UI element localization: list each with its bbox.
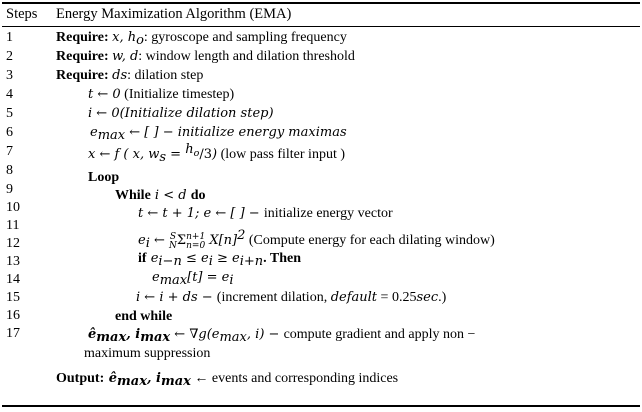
math-expr-bold: ê [104,371,118,386]
math-expr: x, h [112,30,137,45]
line-text: (increment dilation, [216,290,331,305]
algo-line-13 [152,270,234,288]
step-number: 16 [6,308,20,323]
math-expr: e [152,270,160,285]
line-text: ← events and corresponding indices [190,371,399,386]
math-expr: ) [212,147,218,162]
step-number: 10 [6,200,20,215]
step-number: 17 [6,326,20,341]
while-keyword: While [115,188,151,203]
math-expr-bold: , i [126,327,141,342]
step-number: 13 [6,254,20,269]
math-expr: w, d [112,49,139,64]
algo-line-8 [88,170,119,186]
math-expr-bold: , i [146,371,161,386]
algo-line-2 [56,49,355,65]
math-power: 2 [237,228,246,243]
fraction-slash: / [199,147,204,162]
math-expr-bold: ê [88,327,97,342]
math-expr: t ← t + 1; e ← [ ] − [138,206,264,221]
table-top-rule [2,2,640,4]
math-expr: x ← f ( x, w [88,147,160,162]
line-text: .) [438,290,447,305]
fraction-numerator: ho [185,142,200,159]
math-subscript: i [208,254,213,269]
step-number: 11 [6,218,20,233]
algo-line-3 [56,68,203,84]
line-text: : window length and dilation threshold [138,49,355,64]
step-number: 6 [6,125,13,140]
math-subscript: i [229,273,234,288]
fraction-s-over-n: S N [169,232,177,251]
math-subscript: max [97,128,126,143]
output-keyword: Output: [56,371,105,386]
algo-line-10 [138,206,393,222]
algo-line-16 [88,327,475,345]
algorithm-title: Energy Maximization Algorithm (EMA) [56,6,292,22]
math-comment: (Initialize dilation step) [119,106,274,121]
math-expr: default [330,290,378,305]
if-keyword: if [138,251,147,266]
line-text: = 0.25 [377,290,417,305]
algo-line-15 [115,309,172,325]
math-expr: e [138,233,146,248]
algo-line-16-continued [84,346,210,362]
math-expr: sec [416,290,439,305]
math-expr: i < d [150,188,191,203]
math-expr: = [166,147,186,162]
math-expr: , i) − [246,327,284,342]
line-text: (low pass filter input ) [217,147,345,162]
algo-line-6 [90,125,347,143]
algo-output-line [56,371,398,389]
require-keyword: Require: [56,49,109,64]
algo-line-5 [88,106,274,122]
math-subscript: max [96,330,127,345]
then-keyword: . Then [263,251,302,266]
math-expr: [t] = e [187,270,230,285]
algo-line-14 [136,290,446,306]
math-expr: i ← 0 [88,106,120,121]
algo-line-4 [88,87,234,103]
math-subscript: max [140,330,171,345]
fraction-denominator: 3 [203,147,212,162]
line-text: : gyroscope and sampling frequency [143,30,347,45]
sum-symbol: Σ [176,233,187,248]
math-expr: ← [ ] − initialize energy maximas [125,125,347,140]
math-subscript: max [219,330,247,345]
math-subscript: max [117,374,147,389]
math-expr: e [90,125,98,140]
line-text: (Initialize timestep) [120,87,235,102]
line-text: : dilation step [127,68,204,83]
math-expr: X[n] [205,233,238,248]
line-text: compute gradient and apply non − [283,327,476,342]
math-subscript: i+n [239,254,264,269]
math-expr: ← [149,233,170,248]
line-text: maximum suppression [84,346,211,361]
line-text: (Compute energy for each dilating window) [245,233,495,248]
algo-line-12 [138,251,301,269]
table-header-rule [2,26,640,27]
math-subscript: s [159,150,167,165]
require-keyword: Require: [56,30,109,45]
math-expr: ≤ e [181,251,209,266]
step-number: 4 [6,87,13,102]
math-expr: ← ∇g(e [170,327,220,342]
do-keyword: do [190,188,206,203]
algo-line-11 [138,228,495,251]
step-number: 15 [6,290,20,305]
math-expr: ds [112,68,128,83]
math-expr: ≥ e [212,251,240,266]
steps-column-header: Steps [6,6,38,22]
math-expr: i ← i + ds − [136,290,217,305]
loop-keyword: Loop [88,170,120,185]
algo-line-9 [115,188,205,204]
end-while-keyword: end while [115,309,173,324]
require-keyword: Require: [56,68,109,83]
algo-line-7 [88,142,345,165]
algo-line-1 [56,30,347,48]
step-number: 12 [6,236,20,251]
step-number: 7 [6,144,13,159]
step-number: 9 [6,182,13,197]
math-subscript: o [136,33,144,48]
line-text: initialize energy vector [263,206,393,221]
table-bottom-rule [2,405,640,407]
step-number: 2 [6,49,13,64]
math-subscript: i [145,236,150,251]
step-number: 8 [6,163,13,178]
math-subscript: i−n [158,254,182,269]
math-subscript: max [159,273,188,288]
step-number: 3 [6,68,13,83]
step-number: 5 [6,106,13,121]
math-expr: t ← 0 [88,87,121,102]
step-number: 14 [6,272,20,287]
step-number: 1 [6,30,13,45]
sum-limits: n+1 n=0 [186,232,206,251]
math-subscript: max [160,374,191,389]
math-expr: e [146,251,159,266]
